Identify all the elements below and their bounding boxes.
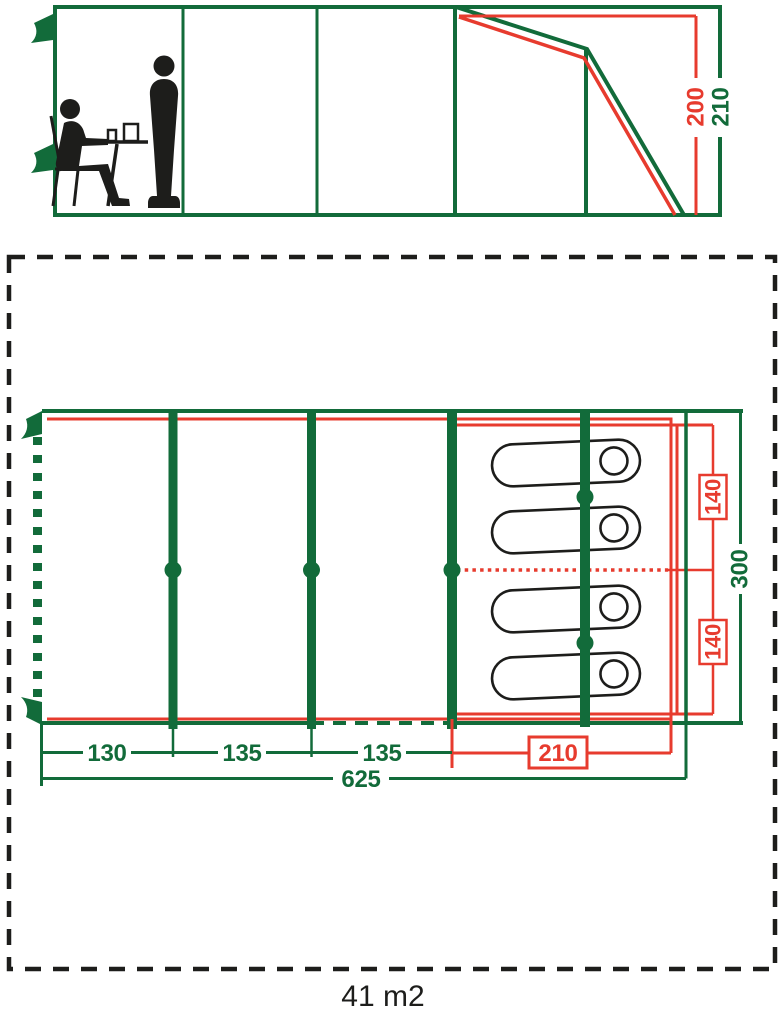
section-width-label-2: 135 [222,740,262,767]
sleeping-bag-icon [491,439,641,487]
area-label: 41 m2 [341,980,425,1013]
guy-line-flag-icon [31,14,53,43]
cup-icon [124,124,138,141]
bedroom-length-label: 210 [538,740,578,767]
section-width-label-3: 135 [362,740,402,767]
pole-joint-dot-icon [303,562,320,579]
side-elevation-view [31,5,735,217]
total-width-label: 300 [726,549,754,589]
standing-person-icon [148,56,180,209]
guy-line-flag-icon [21,697,42,725]
pole-joint-dot-icon [577,489,594,506]
cup-icon [108,130,116,141]
bed-width-label-2: 140 [700,624,726,660]
seated-person-icon [51,99,130,206]
bed-width-label-1: 140 [700,479,726,515]
side-inner-slope-line [459,17,675,215]
section-width-label-1: 130 [87,740,127,767]
sleeping-bag-icon [491,506,641,554]
total-length-label: 625 [341,766,381,793]
pole-joint-dot-icon [165,562,182,579]
sleeping-bag-icon [491,585,641,633]
pole-joint-dot-icon [577,635,594,652]
chair-leg [74,170,78,206]
side-height-inner-label: 200 [682,87,710,127]
sleeping-bag-icon [491,652,641,700]
side-height-outer-label: 210 [707,87,735,127]
guy-line-flag-icon [31,144,53,173]
footprint-outline [9,257,775,969]
guy-line-flag-icon [21,411,42,439]
side-outer-slope-line [456,7,684,215]
pole-joint-dot-icon [444,562,461,579]
floor-plan-view [9,257,775,969]
